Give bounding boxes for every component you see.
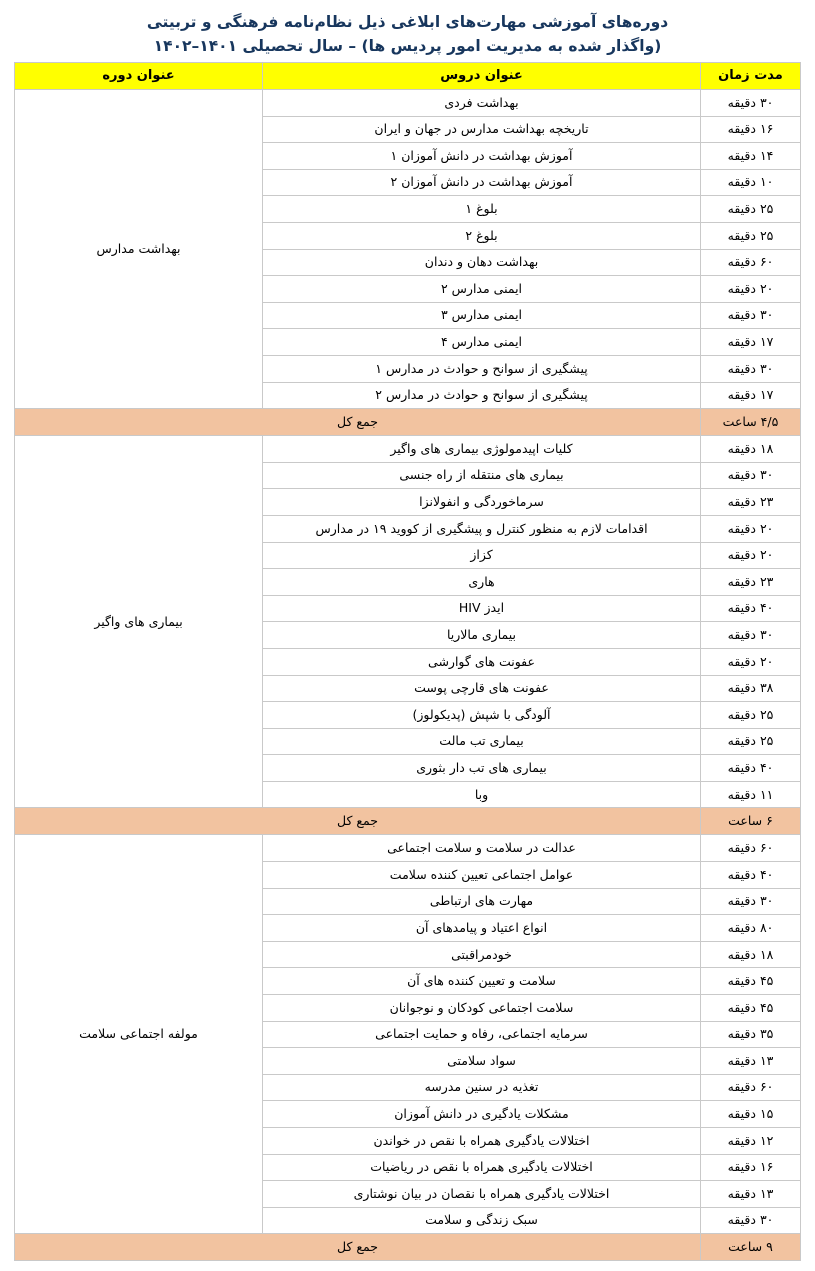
column-header-course: عنوان دوره bbox=[15, 63, 263, 90]
cell-duration: ۳۰ دقیقه bbox=[701, 1207, 801, 1234]
cell-lesson: آموزش بهداشت در دانش آموزان ۱ bbox=[263, 143, 701, 170]
cell-lesson: عفونت های قارچی پوست bbox=[263, 675, 701, 702]
cell-lesson: پیشگیری از سوانح و حوادث در مدارس ۲ bbox=[263, 382, 701, 409]
cell-duration: ۱۶ دقیقه bbox=[701, 1154, 801, 1181]
cell-duration: ۲۰ دقیقه bbox=[701, 515, 801, 542]
cell-duration: ۳۰ دقیقه bbox=[701, 462, 801, 489]
cell-duration: ۴۰ دقیقه bbox=[701, 595, 801, 622]
table-body bbox=[15, 90, 801, 1261]
cell-lesson: عوامل اجتماعی تعیین کننده سلامت bbox=[263, 862, 701, 889]
cell-duration: ۲۵ دقیقه bbox=[701, 196, 801, 223]
cell-total-label: جمع کل bbox=[15, 1234, 701, 1261]
cell-duration: ۱۳ دقیقه bbox=[701, 1048, 801, 1075]
cell-lesson: خودمراقبتی bbox=[263, 941, 701, 968]
table-total-row bbox=[15, 409, 801, 436]
table-row bbox=[15, 835, 801, 862]
page-title-line-2: (واگذار شده به مدیریت امور پردیس ها) – سال تحصیلی ۱۴۰۱–۱۴۰۲ bbox=[153, 37, 662, 56]
cell-lesson: سرماخوردگی و انفولانزا bbox=[263, 489, 701, 516]
cell-lesson: بلوغ ۲ bbox=[263, 223, 701, 250]
cell-lesson: سواد سلامتی bbox=[263, 1048, 701, 1075]
page-title-line-1: دوره‌های آموزشی مهارت‌های ابلاغی ذیل نظام‌نامه فرهنگی و تربیتی bbox=[146, 13, 669, 31]
cell-total-label: جمع کل bbox=[15, 808, 701, 835]
cell-lesson: بیماری تب مالت bbox=[263, 728, 701, 755]
table-row bbox=[15, 90, 801, 117]
table-row bbox=[15, 436, 801, 463]
cell-duration: ۱۷ دقیقه bbox=[701, 329, 801, 356]
cell-duration: ۳۰ دقیقه bbox=[701, 355, 801, 382]
cell-lesson: مشکلات یادگیری در دانش آموزان bbox=[263, 1101, 701, 1128]
cell-duration: ۳۰ دقیقه bbox=[701, 622, 801, 649]
cell-duration: ۶۰ دقیقه bbox=[701, 835, 801, 862]
cell-lesson: کزاز bbox=[263, 542, 701, 569]
table-header bbox=[15, 63, 801, 90]
cell-duration: ۲۵ دقیقه bbox=[701, 702, 801, 729]
cell-lesson: مهارت های ارتباطی bbox=[263, 888, 701, 915]
cell-duration: ۴۵ دقیقه bbox=[701, 968, 801, 995]
cell-duration: ۱۵ دقیقه bbox=[701, 1101, 801, 1128]
cell-lesson: ایمنی مدارس ۲ bbox=[263, 276, 701, 303]
cell-total-duration: ۹ ساعت bbox=[701, 1234, 801, 1261]
cell-lesson: اختلالات یادگیری همراه با نقص در ریاضیات bbox=[263, 1154, 701, 1181]
cell-duration: ۲۵ دقیقه bbox=[701, 728, 801, 755]
cell-lesson: عفونت های گوارشی bbox=[263, 648, 701, 675]
cell-duration: ۲۳ دقیقه bbox=[701, 489, 801, 516]
cell-lesson: پیشگیری از سوانح و حوادث در مدارس ۱ bbox=[263, 355, 701, 382]
cell-duration: ۶۰ دقیقه bbox=[701, 1074, 801, 1101]
cell-duration: ۳۸ دقیقه bbox=[701, 675, 801, 702]
cell-duration: ۳۰ دقیقه bbox=[701, 888, 801, 915]
cell-duration: ۳۵ دقیقه bbox=[701, 1021, 801, 1048]
cell-duration: ۱۱ دقیقه bbox=[701, 781, 801, 808]
cell-lesson: ایدز HIV bbox=[263, 595, 701, 622]
cell-duration: ۲۰ دقیقه bbox=[701, 542, 801, 569]
cell-lesson: سرمایه اجتماعی، رفاه و حمایت اجتماعی bbox=[263, 1021, 701, 1048]
cell-duration: ۴۰ دقیقه bbox=[701, 862, 801, 889]
cell-duration: ۱۶ دقیقه bbox=[701, 116, 801, 143]
column-header-duration: مدت زمان bbox=[701, 63, 801, 90]
cell-lesson: بلوغ ۱ bbox=[263, 196, 701, 223]
cell-duration: ۱۸ دقیقه bbox=[701, 436, 801, 463]
courses-table bbox=[14, 62, 801, 1261]
cell-lesson: اقدامات لازم به منظور کنترل و پیشگیری از کووید ۱۹ در مدارس bbox=[263, 515, 701, 542]
cell-total-duration: ۴/۵ ساعت bbox=[701, 409, 801, 436]
cell-lesson: ایمنی مدارس ۳ bbox=[263, 302, 701, 329]
table-header-row bbox=[15, 63, 801, 90]
cell-duration: ۲۰ دقیقه bbox=[701, 276, 801, 303]
cell-course-group: مولفه اجتماعی سلامت bbox=[15, 835, 263, 1234]
cell-lesson: کلیات اپیدمولوژی بیماری های واگیر bbox=[263, 436, 701, 463]
cell-duration: ۱۳ دقیقه bbox=[701, 1181, 801, 1208]
page-title bbox=[14, 10, 801, 58]
cell-lesson: آلودگی با شپش (پدیکولوز) bbox=[263, 702, 701, 729]
table-total-row bbox=[15, 1234, 801, 1261]
cell-duration: ۴۵ دقیقه bbox=[701, 995, 801, 1022]
cell-lesson: تغذیه در سنین مدرسه bbox=[263, 1074, 701, 1101]
cell-lesson: تاریخچه بهداشت مدارس در جهان و ایران bbox=[263, 116, 701, 143]
cell-duration: ۳۰ دقیقه bbox=[701, 302, 801, 329]
column-header-lesson: عنوان دروس bbox=[263, 63, 701, 90]
cell-duration: ۴۰ دقیقه bbox=[701, 755, 801, 782]
cell-duration: ۱۰ دقیقه bbox=[701, 169, 801, 196]
cell-lesson: سلامت و تعیین کننده های آن bbox=[263, 968, 701, 995]
cell-duration: ۸۰ دقیقه bbox=[701, 915, 801, 942]
cell-lesson: سلامت اجتماعی کودکان و نوجوانان bbox=[263, 995, 701, 1022]
cell-lesson: سبک زندگی و سلامت bbox=[263, 1207, 701, 1234]
cell-lesson: بهداشت دهان و دندان bbox=[263, 249, 701, 276]
cell-lesson: هاری bbox=[263, 569, 701, 596]
cell-duration: ۱۸ دقیقه bbox=[701, 941, 801, 968]
cell-total-duration: ۶ ساعت bbox=[701, 808, 801, 835]
cell-lesson: ایمنی مدارس ۴ bbox=[263, 329, 701, 356]
cell-lesson: بیماری های تب دار بثوری bbox=[263, 755, 701, 782]
cell-duration: ۲۳ دقیقه bbox=[701, 569, 801, 596]
cell-lesson: بهداشت فردی bbox=[263, 90, 701, 117]
cell-total-label: جمع کل bbox=[15, 409, 701, 436]
cell-duration: ۱۷ دقیقه bbox=[701, 382, 801, 409]
cell-lesson: وبا bbox=[263, 781, 701, 808]
cell-duration: ۱۴ دقیقه bbox=[701, 143, 801, 170]
cell-lesson: بیماری مالاریا bbox=[263, 622, 701, 649]
cell-lesson: انواع اعتیاد و پیامدهای آن bbox=[263, 915, 701, 942]
cell-course-group: بهداشت مدارس bbox=[15, 90, 263, 409]
cell-course-group: بیماری های واگیر bbox=[15, 436, 263, 808]
cell-duration: ۳۰ دقیقه bbox=[701, 90, 801, 117]
cell-duration: ۱۲ دقیقه bbox=[701, 1128, 801, 1155]
cell-lesson: بیماری های منتقله از راه جنسی bbox=[263, 462, 701, 489]
cell-duration: ۶۰ دقیقه bbox=[701, 249, 801, 276]
cell-lesson: آموزش بهداشت در دانش آموزان ۲ bbox=[263, 169, 701, 196]
cell-duration: ۲۰ دقیقه bbox=[701, 648, 801, 675]
cell-lesson: اختلالات یادگیری همراه با نقصان در بیان نوشتاری bbox=[263, 1181, 701, 1208]
table-total-row bbox=[15, 808, 801, 835]
cell-duration: ۲۵ دقیقه bbox=[701, 223, 801, 250]
cell-lesson: اختلالات یادگیری همراه با نقص در خواندن bbox=[263, 1128, 701, 1155]
cell-lesson: عدالت در سلامت و سلامت اجتماعی bbox=[263, 835, 701, 862]
